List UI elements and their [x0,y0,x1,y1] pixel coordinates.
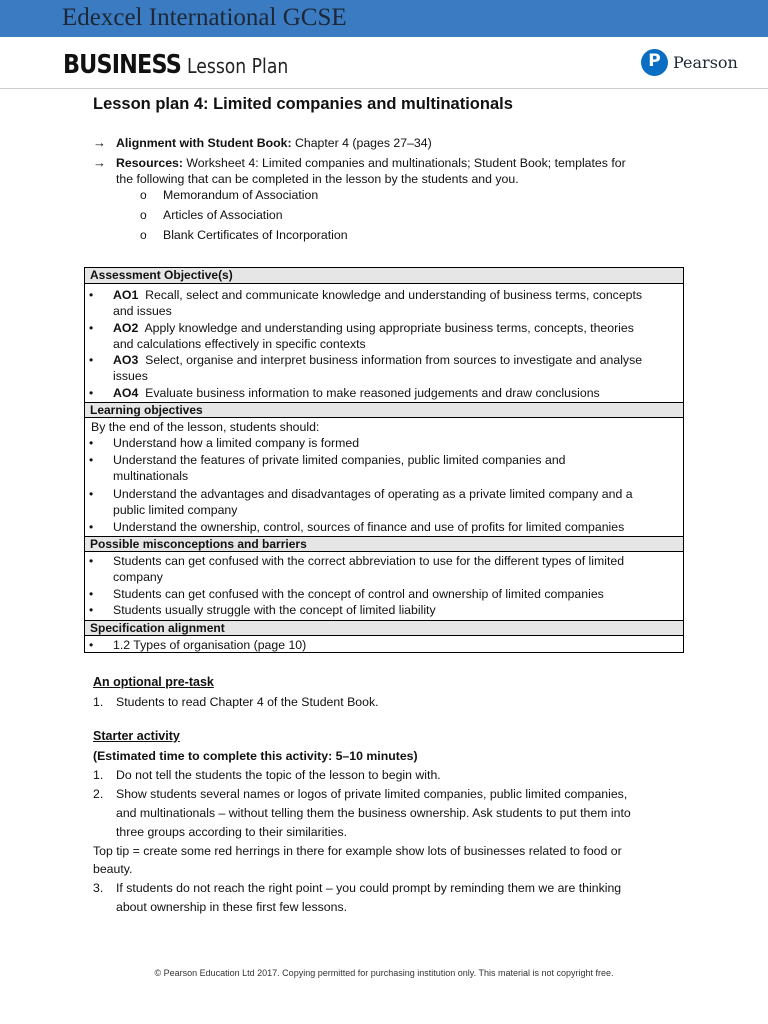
starter-time: (Estimated time to complete this activity: 5–10 minutes) [93,749,418,763]
ao-item-cont: and issues [113,304,172,318]
pearson-p-icon: P [641,49,668,76]
table-header-learning: Learning objectives [85,402,683,418]
list-number: 2. [93,787,104,801]
resources-text: Worksheet 4: Limited companies and multinationals; Student Book; templates for [186,156,626,170]
ao-item: AO1 Recall, select and communicate knowledge and understanding of business terms, concepts [113,288,643,302]
alignment-text: Chapter 4 (pages 27–34) [294,136,432,150]
subject-header [63,50,304,80]
circle-bullet-icon: o [140,228,147,242]
alignment-label: Alignment with Student Book: [116,136,292,150]
misconception-item: Students can get confused with the concept of control and ownership of limited companies [113,587,604,601]
bullet-icon: • [89,453,94,467]
ao-item: AO2 Apply knowledge and understanding using appropriate business terms, concepts, theories [113,321,634,335]
resources-line [116,155,626,171]
pretask-item: Students to read Chapter 4 of the Student Book. [116,695,379,709]
list-number: 3. [93,881,104,895]
objectives-table [84,267,684,653]
doc-type: Lesson Plan [186,54,288,78]
arrow-icon: → [93,155,106,170]
circle-bullet-icon: o [140,188,147,202]
top-tip-cont: beauty. [93,862,133,876]
ao-item: AO3 Select, organise and interpret business information from sources to investigate and analyse [113,353,643,367]
table-header-assessment: Assessment Objective(s) [85,268,683,284]
band-title: Edexcel International GCSE [62,4,347,31]
ao-item-cont: issues [113,369,148,383]
bullet-icon: • [89,554,94,568]
arrow-icon: → [93,135,106,150]
resource-item: Blank Certificates of Incorporation [163,228,348,242]
subject-title: BUSINESS [63,50,181,80]
misconception-item: Students can get confused with the correct abbreviation to use for the different types of limited [113,554,625,568]
pretask-heading: An optional pre-task [93,675,214,689]
starter-heading: Starter activity [93,729,180,743]
bullet-icon: • [89,321,94,335]
lo-item: Understand the features of private limited companies, public limited companies and [113,453,566,467]
lo-item-cont: public limited company [113,503,238,517]
circle-bullet-icon: o [140,208,147,222]
starter-item-cont: and multinationals – without telling them the business ownership. Ask students to put them into [116,806,631,820]
starter-item: If students do not reach the right point – you could prompt by reminding them we are thinking [116,881,622,895]
starter-item: Do not tell the students the topic of the lesson to begin with. [116,768,441,782]
alignment-line [116,135,432,151]
bullet-icon: • [89,638,94,652]
copyright-footer: © Pearson Education Ltd 2017. Copying permitted for purchasing institution only. This material is not copyright free. [154,968,614,978]
lo-item-cont: multinationals [113,469,189,483]
lo-item: Understand how a limited company is formed [113,436,360,450]
table-header-misconceptions: Possible misconceptions and barriers [85,536,683,552]
spec-item: 1.2 Types of organisation (page 10) [113,638,307,652]
header-divider [0,88,768,89]
bullet-icon: • [89,288,94,302]
ao-item: AO4 Evaluate business information to make reasoned judgements and draw conclusions [113,386,600,400]
lo-intro: By the end of the lesson, students should: [91,420,320,434]
lo-item: Understand the advantages and disadvantages of operating as a private limited company and a [113,487,633,501]
bullet-icon: • [89,487,94,501]
bullet-icon: • [89,520,94,534]
starter-item: Show students several names or logos of private limited companies, public limited companies, [116,787,628,801]
misconception-item-cont: company [113,570,163,584]
resource-item: Articles of Association [163,208,283,222]
starter-item-cont: three groups according to their similarities. [116,825,348,839]
pearson-logo [641,49,738,76]
bullet-icon: • [89,353,94,367]
bullet-icon: • [89,386,94,400]
resources-label: Resources: [116,156,183,170]
lesson-title: Lesson plan 4: Limited companies and multinationals [93,95,513,113]
table-header-specification: Specification alignment [85,620,683,636]
header-band [0,0,768,37]
misconception-item: Students usually struggle with the concept of limited liability [113,603,436,617]
starter-item-cont: about ownership in these first few lessons. [116,900,348,914]
bullet-icon: • [89,436,94,450]
bullet-icon: • [89,587,94,601]
list-number: 1. [93,695,104,709]
ao-item-cont: and calculations effectively in specific contexts [113,337,366,351]
brand-name: Pearson [673,53,738,72]
resource-item: Memorandum of Association [163,188,319,202]
lo-item: Understand the ownership, control, sources of finance and use of profits for limited companies [113,520,625,534]
top-tip: Top tip = create some red herrings in there for example show lots of businesses related to food or [93,844,622,858]
bullet-icon: • [89,603,94,617]
list-number: 1. [93,768,104,782]
resources-text-cont: the following that can be completed in the lesson by the students and you. [116,172,519,186]
